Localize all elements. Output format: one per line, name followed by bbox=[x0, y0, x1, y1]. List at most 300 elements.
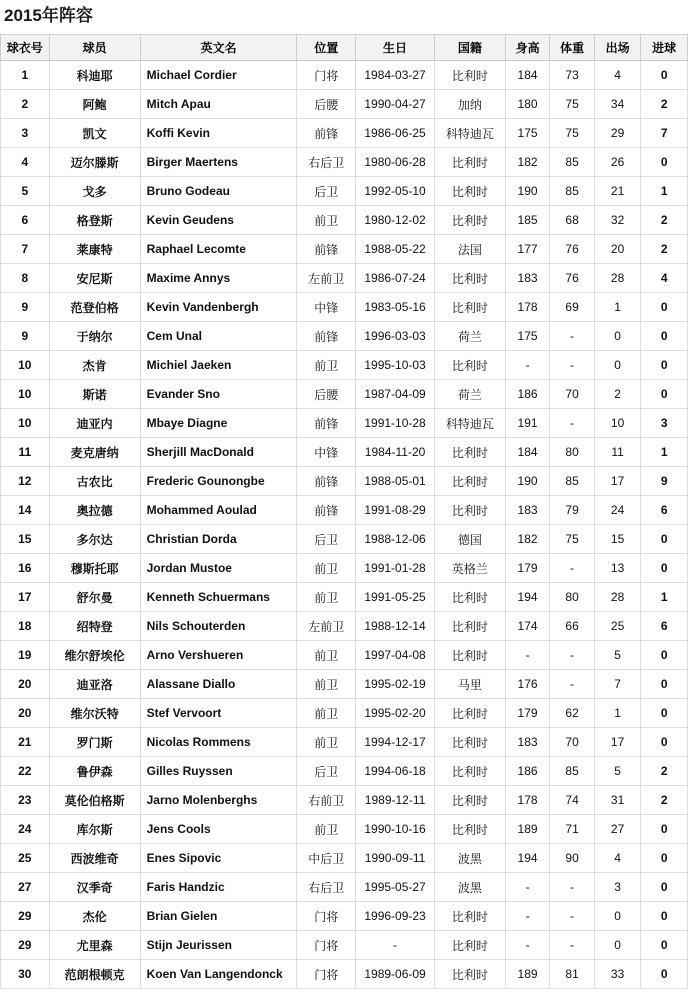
cell-goals: 6 bbox=[641, 496, 688, 525]
cell-weight: 75 bbox=[550, 90, 595, 119]
cell-player-name: 范朗根顿克 bbox=[49, 960, 140, 989]
table-row bbox=[1, 119, 688, 148]
cell-nationality: 法国 bbox=[435, 235, 506, 264]
cell-english-name: Arno Vershueren bbox=[140, 641, 297, 670]
cell-height: - bbox=[505, 873, 550, 902]
cell-height: - bbox=[505, 641, 550, 670]
cell-player-name: 科迪耶 bbox=[49, 61, 140, 90]
cell-player-name: 莫伦伯格斯 bbox=[49, 786, 140, 815]
cell-appearances: 7 bbox=[594, 670, 641, 699]
cell-height: 190 bbox=[505, 467, 550, 496]
cell-nationality: 比利时 bbox=[435, 293, 506, 322]
table-row bbox=[1, 786, 688, 815]
cell-position: 前卫 bbox=[297, 670, 356, 699]
cell-goals: 9 bbox=[641, 467, 688, 496]
cell-birthday: 1988-05-22 bbox=[356, 235, 435, 264]
cell-weight: 75 bbox=[550, 525, 595, 554]
column-header-appearances: 出场 bbox=[594, 35, 641, 61]
cell-player-name: 罗门斯 bbox=[49, 728, 140, 757]
cell-appearances: 5 bbox=[594, 641, 641, 670]
cell-position: 前卫 bbox=[297, 641, 356, 670]
cell-position: 前卫 bbox=[297, 583, 356, 612]
cell-appearances: 3 bbox=[594, 873, 641, 902]
table-row bbox=[1, 554, 688, 583]
cell-nationality: 比利时 bbox=[435, 177, 506, 206]
table-row bbox=[1, 467, 688, 496]
cell-position: 门将 bbox=[297, 931, 356, 960]
cell-nationality: 比利时 bbox=[435, 902, 506, 931]
cell-height: 182 bbox=[505, 525, 550, 554]
cell-player-name: 库尔斯 bbox=[49, 815, 140, 844]
cell-player-name: 鲁伊森 bbox=[49, 757, 140, 786]
cell-player-name: 多尔达 bbox=[49, 525, 140, 554]
cell-nationality: 加纳 bbox=[435, 90, 506, 119]
cell-position: 中后卫 bbox=[297, 844, 356, 873]
cell-english-name: Gilles Ruyssen bbox=[140, 757, 297, 786]
cell-birthday: 1988-12-06 bbox=[356, 525, 435, 554]
cell-appearances: 0 bbox=[594, 351, 641, 380]
cell-english-name: Koffi Kevin bbox=[140, 119, 297, 148]
table-row bbox=[1, 815, 688, 844]
cell-jersey-number: 19 bbox=[1, 641, 50, 670]
cell-goals: 2 bbox=[641, 235, 688, 264]
cell-appearances: 15 bbox=[594, 525, 641, 554]
cell-jersey-number: 27 bbox=[1, 873, 50, 902]
cell-weight: - bbox=[550, 322, 595, 351]
roster-table bbox=[0, 34, 688, 989]
cell-english-name: Enes Sipovic bbox=[140, 844, 297, 873]
cell-jersey-number: 14 bbox=[1, 496, 50, 525]
cell-player-name: 维尔舒埃伦 bbox=[49, 641, 140, 670]
cell-player-name: 格登斯 bbox=[49, 206, 140, 235]
cell-weight: 81 bbox=[550, 960, 595, 989]
cell-appearances: 34 bbox=[594, 90, 641, 119]
cell-height: 186 bbox=[505, 380, 550, 409]
cell-nationality: 荷兰 bbox=[435, 322, 506, 351]
cell-goals: 0 bbox=[641, 728, 688, 757]
cell-position: 门将 bbox=[297, 61, 356, 90]
table-header-row bbox=[1, 35, 688, 61]
cell-english-name: Frederic Gounongbe bbox=[140, 467, 297, 496]
cell-appearances: 21 bbox=[594, 177, 641, 206]
cell-jersey-number: 21 bbox=[1, 728, 50, 757]
cell-appearances: 1 bbox=[594, 699, 641, 728]
cell-appearances: 24 bbox=[594, 496, 641, 525]
cell-english-name: Bruno Godeau bbox=[140, 177, 297, 206]
cell-player-name: 阿鲍 bbox=[49, 90, 140, 119]
cell-weight: 76 bbox=[550, 264, 595, 293]
cell-height: 183 bbox=[505, 496, 550, 525]
cell-goals: 2 bbox=[641, 786, 688, 815]
cell-appearances: 13 bbox=[594, 554, 641, 583]
cell-weight: 85 bbox=[550, 148, 595, 177]
cell-height: 179 bbox=[505, 554, 550, 583]
cell-player-name: 范登伯格 bbox=[49, 293, 140, 322]
cell-nationality: 德国 bbox=[435, 525, 506, 554]
cell-weight: 66 bbox=[550, 612, 595, 641]
cell-player-name: 迪亚内 bbox=[49, 409, 140, 438]
cell-jersey-number: 20 bbox=[1, 670, 50, 699]
cell-height: 185 bbox=[505, 206, 550, 235]
cell-player-name: 戈多 bbox=[49, 177, 140, 206]
cell-weight: - bbox=[550, 873, 595, 902]
cell-birthday: 1987-04-09 bbox=[356, 380, 435, 409]
cell-position: 前锋 bbox=[297, 496, 356, 525]
cell-weight: 90 bbox=[550, 844, 595, 873]
table-row bbox=[1, 177, 688, 206]
cell-position: 右后卫 bbox=[297, 148, 356, 177]
cell-weight: 85 bbox=[550, 467, 595, 496]
cell-position: 后腰 bbox=[297, 380, 356, 409]
cell-english-name: Stijn Jeurissen bbox=[140, 931, 297, 960]
cell-english-name: Sherjill MacDonald bbox=[140, 438, 297, 467]
cell-height: 194 bbox=[505, 583, 550, 612]
cell-english-name: Stef Vervoort bbox=[140, 699, 297, 728]
column-header-weight: 体重 bbox=[550, 35, 595, 61]
cell-goals: 2 bbox=[641, 757, 688, 786]
cell-appearances: 26 bbox=[594, 148, 641, 177]
cell-height: 179 bbox=[505, 699, 550, 728]
cell-weight: 71 bbox=[550, 815, 595, 844]
cell-weight: 74 bbox=[550, 786, 595, 815]
cell-height: 190 bbox=[505, 177, 550, 206]
cell-birthday: 1980-06-28 bbox=[356, 148, 435, 177]
cell-birthday: 1997-04-08 bbox=[356, 641, 435, 670]
cell-goals: 0 bbox=[641, 844, 688, 873]
cell-nationality: 比利时 bbox=[435, 61, 506, 90]
cell-weight: 70 bbox=[550, 380, 595, 409]
cell-jersey-number: 10 bbox=[1, 380, 50, 409]
cell-nationality: 比利时 bbox=[435, 148, 506, 177]
cell-weight: - bbox=[550, 931, 595, 960]
cell-height: 189 bbox=[505, 960, 550, 989]
cell-jersey-number: 4 bbox=[1, 148, 50, 177]
cell-appearances: 29 bbox=[594, 119, 641, 148]
cell-nationality: 比利时 bbox=[435, 786, 506, 815]
table-row bbox=[1, 583, 688, 612]
cell-jersey-number: 25 bbox=[1, 844, 50, 873]
table-row bbox=[1, 293, 688, 322]
cell-appearances: 17 bbox=[594, 728, 641, 757]
cell-goals: 6 bbox=[641, 612, 688, 641]
cell-birthday: 1991-10-28 bbox=[356, 409, 435, 438]
cell-weight: 79 bbox=[550, 496, 595, 525]
cell-height: 174 bbox=[505, 612, 550, 641]
table-row bbox=[1, 641, 688, 670]
cell-jersey-number: 30 bbox=[1, 960, 50, 989]
cell-goals: 0 bbox=[641, 554, 688, 583]
cell-jersey-number: 12 bbox=[1, 467, 50, 496]
cell-birthday: 1989-06-09 bbox=[356, 960, 435, 989]
cell-jersey-number: 20 bbox=[1, 699, 50, 728]
cell-birthday: 1986-06-25 bbox=[356, 119, 435, 148]
cell-jersey-number: 22 bbox=[1, 757, 50, 786]
cell-english-name: Koen Van Langendonck bbox=[140, 960, 297, 989]
cell-position: 后卫 bbox=[297, 757, 356, 786]
cell-english-name: Jordan Mustoe bbox=[140, 554, 297, 583]
table-row bbox=[1, 235, 688, 264]
cell-birthday: 1990-10-16 bbox=[356, 815, 435, 844]
cell-player-name: 舒尔曼 bbox=[49, 583, 140, 612]
cell-english-name: Alassane Diallo bbox=[140, 670, 297, 699]
cell-nationality: 比利时 bbox=[435, 815, 506, 844]
cell-english-name: Cem Unal bbox=[140, 322, 297, 351]
cell-jersey-number: 1 bbox=[1, 61, 50, 90]
cell-position: 前锋 bbox=[297, 235, 356, 264]
cell-birthday: 1983-05-16 bbox=[356, 293, 435, 322]
table-row bbox=[1, 409, 688, 438]
cell-jersey-number: 8 bbox=[1, 264, 50, 293]
cell-birthday: 1984-11-20 bbox=[356, 438, 435, 467]
cell-english-name: Kevin Geudens bbox=[140, 206, 297, 235]
cell-birthday: 1989-12-11 bbox=[356, 786, 435, 815]
cell-position: 前卫 bbox=[297, 728, 356, 757]
cell-goals: 1 bbox=[641, 438, 688, 467]
cell-jersey-number: 15 bbox=[1, 525, 50, 554]
cell-appearances: 0 bbox=[594, 322, 641, 351]
cell-player-name: 迪亚洛 bbox=[49, 670, 140, 699]
table-row bbox=[1, 148, 688, 177]
column-header-goals: 进球 bbox=[641, 35, 688, 61]
cell-weight: - bbox=[550, 641, 595, 670]
cell-player-name: 尤里森 bbox=[49, 931, 140, 960]
cell-appearances: 20 bbox=[594, 235, 641, 264]
cell-birthday: 1994-12-17 bbox=[356, 728, 435, 757]
cell-position: 前卫 bbox=[297, 554, 356, 583]
cell-height: 175 bbox=[505, 322, 550, 351]
table-row bbox=[1, 960, 688, 989]
cell-player-name: 汉季奇 bbox=[49, 873, 140, 902]
cell-height: 184 bbox=[505, 61, 550, 90]
cell-birthday: 1990-09-11 bbox=[356, 844, 435, 873]
cell-player-name: 西波维奇 bbox=[49, 844, 140, 873]
cell-player-name: 绍特登 bbox=[49, 612, 140, 641]
cell-nationality: 英格兰 bbox=[435, 554, 506, 583]
cell-appearances: 33 bbox=[594, 960, 641, 989]
table-row bbox=[1, 873, 688, 902]
cell-goals: 0 bbox=[641, 351, 688, 380]
cell-goals: 3 bbox=[641, 409, 688, 438]
cell-appearances: 5 bbox=[594, 757, 641, 786]
cell-nationality: 比利时 bbox=[435, 612, 506, 641]
cell-height: 191 bbox=[505, 409, 550, 438]
cell-goals: 0 bbox=[641, 873, 688, 902]
table-row bbox=[1, 757, 688, 786]
cell-nationality: 比利时 bbox=[435, 699, 506, 728]
table-row bbox=[1, 61, 688, 90]
cell-weight: 73 bbox=[550, 61, 595, 90]
cell-position: 右前卫 bbox=[297, 786, 356, 815]
cell-height: 182 bbox=[505, 148, 550, 177]
cell-jersey-number: 10 bbox=[1, 351, 50, 380]
cell-jersey-number: 6 bbox=[1, 206, 50, 235]
cell-jersey-number: 3 bbox=[1, 119, 50, 148]
cell-appearances: 1 bbox=[594, 293, 641, 322]
cell-position: 前锋 bbox=[297, 322, 356, 351]
cell-appearances: 0 bbox=[594, 931, 641, 960]
cell-appearances: 31 bbox=[594, 786, 641, 815]
cell-weight: 69 bbox=[550, 293, 595, 322]
cell-position: 后腰 bbox=[297, 90, 356, 119]
cell-height: 183 bbox=[505, 728, 550, 757]
cell-jersey-number: 11 bbox=[1, 438, 50, 467]
table-row bbox=[1, 844, 688, 873]
cell-weight: 75 bbox=[550, 119, 595, 148]
table-body bbox=[1, 61, 688, 989]
cell-goals: 0 bbox=[641, 902, 688, 931]
table-row bbox=[1, 380, 688, 409]
cell-position: 后卫 bbox=[297, 525, 356, 554]
cell-weight: 80 bbox=[550, 438, 595, 467]
cell-english-name: Michael Cordier bbox=[140, 61, 297, 90]
cell-nationality: 科特迪瓦 bbox=[435, 409, 506, 438]
cell-player-name: 奥拉德 bbox=[49, 496, 140, 525]
cell-birthday: 1984-03-27 bbox=[356, 61, 435, 90]
cell-jersey-number: 29 bbox=[1, 931, 50, 960]
cell-player-name: 古农比 bbox=[49, 467, 140, 496]
cell-jersey-number: 2 bbox=[1, 90, 50, 119]
table-row bbox=[1, 351, 688, 380]
cell-nationality: 科特迪瓦 bbox=[435, 119, 506, 148]
cell-player-name: 杰肯 bbox=[49, 351, 140, 380]
cell-goals: 0 bbox=[641, 960, 688, 989]
cell-english-name: Maxime Annys bbox=[140, 264, 297, 293]
cell-weight: - bbox=[550, 351, 595, 380]
cell-english-name: Brian Gielen bbox=[140, 902, 297, 931]
cell-english-name: Jarno Molenberghs bbox=[140, 786, 297, 815]
cell-position: 前卫 bbox=[297, 815, 356, 844]
cell-nationality: 比利时 bbox=[435, 757, 506, 786]
cell-birthday: 1986-07-24 bbox=[356, 264, 435, 293]
cell-appearances: 11 bbox=[594, 438, 641, 467]
cell-goals: 2 bbox=[641, 206, 688, 235]
cell-goals: 0 bbox=[641, 322, 688, 351]
cell-goals: 2 bbox=[641, 90, 688, 119]
cell-height: 175 bbox=[505, 119, 550, 148]
cell-appearances: 10 bbox=[594, 409, 641, 438]
cell-position: 前卫 bbox=[297, 699, 356, 728]
cell-goals: 0 bbox=[641, 380, 688, 409]
cell-weight: 80 bbox=[550, 583, 595, 612]
cell-birthday: 1996-03-03 bbox=[356, 322, 435, 351]
cell-nationality: 荷兰 bbox=[435, 380, 506, 409]
cell-birthday: 1995-02-19 bbox=[356, 670, 435, 699]
table-row bbox=[1, 931, 688, 960]
table-row bbox=[1, 612, 688, 641]
cell-position: 左前卫 bbox=[297, 264, 356, 293]
cell-position: 门将 bbox=[297, 902, 356, 931]
cell-jersey-number: 5 bbox=[1, 177, 50, 206]
cell-birthday: 1996-09-23 bbox=[356, 902, 435, 931]
cell-weight: 62 bbox=[550, 699, 595, 728]
cell-goals: 0 bbox=[641, 61, 688, 90]
cell-birthday: 1991-01-28 bbox=[356, 554, 435, 583]
cell-position: 前锋 bbox=[297, 467, 356, 496]
cell-height: - bbox=[505, 902, 550, 931]
cell-player-name: 莱康特 bbox=[49, 235, 140, 264]
cell-goals: 7 bbox=[641, 119, 688, 148]
cell-jersey-number: 9 bbox=[1, 322, 50, 351]
table-header bbox=[1, 35, 688, 61]
cell-height: 180 bbox=[505, 90, 550, 119]
column-header-birthday: 生日 bbox=[356, 35, 435, 61]
cell-birthday: 1988-05-01 bbox=[356, 467, 435, 496]
cell-birthday: 1990-04-27 bbox=[356, 90, 435, 119]
cell-height: 186 bbox=[505, 757, 550, 786]
cell-player-name: 凯文 bbox=[49, 119, 140, 148]
cell-english-name: Kevin Vandenbergh bbox=[140, 293, 297, 322]
cell-jersey-number: 7 bbox=[1, 235, 50, 264]
cell-jersey-number: 10 bbox=[1, 409, 50, 438]
cell-position: 左前卫 bbox=[297, 612, 356, 641]
cell-goals: 0 bbox=[641, 148, 688, 177]
cell-birthday: 1991-05-25 bbox=[356, 583, 435, 612]
cell-birthday: 1988-12-14 bbox=[356, 612, 435, 641]
cell-player-name: 安尼斯 bbox=[49, 264, 140, 293]
cell-height: 178 bbox=[505, 786, 550, 815]
cell-appearances: 28 bbox=[594, 583, 641, 612]
cell-player-name: 斯诺 bbox=[49, 380, 140, 409]
cell-nationality: 比利时 bbox=[435, 583, 506, 612]
cell-position: 中锋 bbox=[297, 293, 356, 322]
cell-appearances: 17 bbox=[594, 467, 641, 496]
cell-nationality: 比利时 bbox=[435, 467, 506, 496]
cell-appearances: 25 bbox=[594, 612, 641, 641]
cell-player-name: 穆斯托耶 bbox=[49, 554, 140, 583]
page-title: 2015年阵容 bbox=[4, 6, 93, 25]
column-header-english-name: 英文名 bbox=[140, 35, 297, 61]
cell-player-name: 维尔沃特 bbox=[49, 699, 140, 728]
table-row bbox=[1, 438, 688, 467]
cell-weight: - bbox=[550, 554, 595, 583]
cell-appearances: 4 bbox=[594, 61, 641, 90]
cell-english-name: Raphael Lecomte bbox=[140, 235, 297, 264]
cell-nationality: 马里 bbox=[435, 670, 506, 699]
cell-position: 右后卫 bbox=[297, 873, 356, 902]
cell-jersey-number: 29 bbox=[1, 902, 50, 931]
cell-position: 门将 bbox=[297, 960, 356, 989]
cell-english-name: Christian Dorda bbox=[140, 525, 297, 554]
table-row bbox=[1, 902, 688, 931]
cell-birthday: 1980-12-02 bbox=[356, 206, 435, 235]
cell-appearances: 0 bbox=[594, 902, 641, 931]
cell-birthday: 1992-05-10 bbox=[356, 177, 435, 206]
cell-nationality: 比利时 bbox=[435, 264, 506, 293]
cell-weight: - bbox=[550, 902, 595, 931]
cell-height: 178 bbox=[505, 293, 550, 322]
cell-goals: 0 bbox=[641, 641, 688, 670]
cell-english-name: Mbaye Diagne bbox=[140, 409, 297, 438]
cell-position: 前锋 bbox=[297, 119, 356, 148]
cell-goals: 0 bbox=[641, 699, 688, 728]
table-row bbox=[1, 496, 688, 525]
cell-goals: 0 bbox=[641, 525, 688, 554]
cell-height: 184 bbox=[505, 438, 550, 467]
cell-english-name: Mohammed Aoulad bbox=[140, 496, 297, 525]
table-row bbox=[1, 90, 688, 119]
cell-jersey-number: 23 bbox=[1, 786, 50, 815]
table-row bbox=[1, 699, 688, 728]
column-header-height: 身高 bbox=[505, 35, 550, 61]
cell-jersey-number: 24 bbox=[1, 815, 50, 844]
cell-birthday: - bbox=[356, 931, 435, 960]
cell-position: 前卫 bbox=[297, 351, 356, 380]
cell-goals: 0 bbox=[641, 670, 688, 699]
cell-english-name: Faris Handzic bbox=[140, 873, 297, 902]
cell-player-name: 迈尔滕斯 bbox=[49, 148, 140, 177]
cell-english-name: Evander Sno bbox=[140, 380, 297, 409]
cell-nationality: 波黑 bbox=[435, 873, 506, 902]
